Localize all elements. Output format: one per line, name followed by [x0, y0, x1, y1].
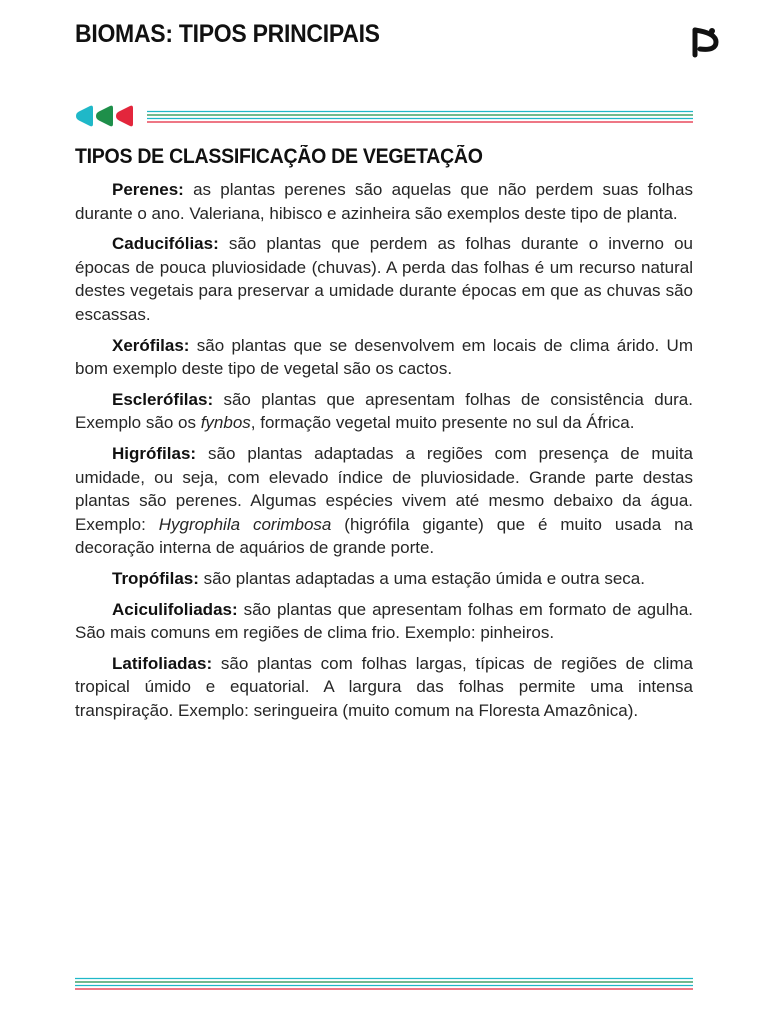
text-latifoliadas: são plantas com folhas largas, típicas de regiões de clima tropical úmido e equatorial. A largura das folhas permite uma intensa transpiração. Exemplo: seringueira (muito comum na Floresta Amazônica).: [75, 653, 693, 720]
text-tropofilas: são plantas adaptadas a uma estação úmida e outra seca.: [198, 568, 645, 588]
term-higrofilas: Higrófilas:: [112, 443, 197, 463]
term-tropofilas: Tropófilas:: [112, 568, 199, 588]
paragraph-higrofilas: [75, 442, 693, 560]
text-higrofilas: são plantas adaptadas a regiões com presença de muita umidade, ou seja, com elevado índice de pluviosidade. Grande parte destas plantas são perenes. Algumas espécies vivem até mesmo debaixo da água. Exemplo:: [75, 443, 693, 534]
text-perenes: as plantas perenes são aquelas que não perdem suas folhas durante o ano. Valeriana, hibisco e azinheira são exemplos deste tipo de planta.: [75, 180, 693, 223]
term-perenes: Perenes:: [112, 180, 184, 199]
text-higrofilas-end: (higrófila gigante) que é muito usada na decoração interna de aquários de grande porte.: [75, 514, 693, 558]
text-caducifolias: são plantas que perdem as folhas durante o inverno ou épocas de pouca pluviosidade (chuvas). A perda das folhas é um recurso natural destes vegetais para preservar a umidade durante épocas em que as chuvas são escassas.: [75, 234, 693, 324]
paragraph-aciculifoliadas: [75, 598, 693, 645]
text-aciculifoliadas: são plantas que apresentam folhas em formato de agulha. São mais comuns em regiões de clima frio. Exemplo: pinheiros.: [75, 599, 693, 643]
footer-divider: [75, 976, 695, 990]
term-latifoliadas: Latifoliadas:: [112, 653, 213, 673]
content-body: [75, 178, 693, 729]
paragraph-esclerofilas: [75, 388, 693, 435]
text-xerofilas: são plantas que se desenvolvem em locais de clima árido. Um bom exemplo deste tipo de vegetal são os cactos.: [75, 335, 693, 379]
paragraph-tropofilas: [75, 567, 693, 591]
term-aciculifoliadas: Aciculifoliadas:: [112, 599, 238, 619]
italic-hygrophila: Hygrophila corimbosa: [158, 514, 332, 534]
triangles-decoration-icon: [75, 104, 695, 128]
section-title: TIPOS DE CLASSIFICAÇÃO DE VEGETAÇÃO: [75, 145, 483, 168]
term-caducifolias: Caducifólias:: [112, 234, 219, 254]
play-logo-icon: [690, 25, 720, 59]
text-esclerofilas: são plantas que apresentam folhas de consistência dura. Exemplo são os: [75, 389, 693, 433]
paragraph-caducifolias: [75, 232, 693, 326]
italic-fynbos: fynbos: [200, 413, 251, 433]
text-esclerofilas-end: , formação vegetal muito presente no sul da África.: [250, 413, 635, 433]
paragraph-latifoliadas: [75, 652, 693, 723]
page-title: BIOMAS: TIPOS PRINCIPAIS: [75, 20, 380, 48]
paragraph-perenes: [75, 178, 693, 225]
paragraph-xerofilas: [75, 334, 693, 381]
term-xerofilas: Xerófilas:: [112, 335, 190, 355]
term-esclerofilas: Esclerófilas:: [112, 389, 214, 409]
